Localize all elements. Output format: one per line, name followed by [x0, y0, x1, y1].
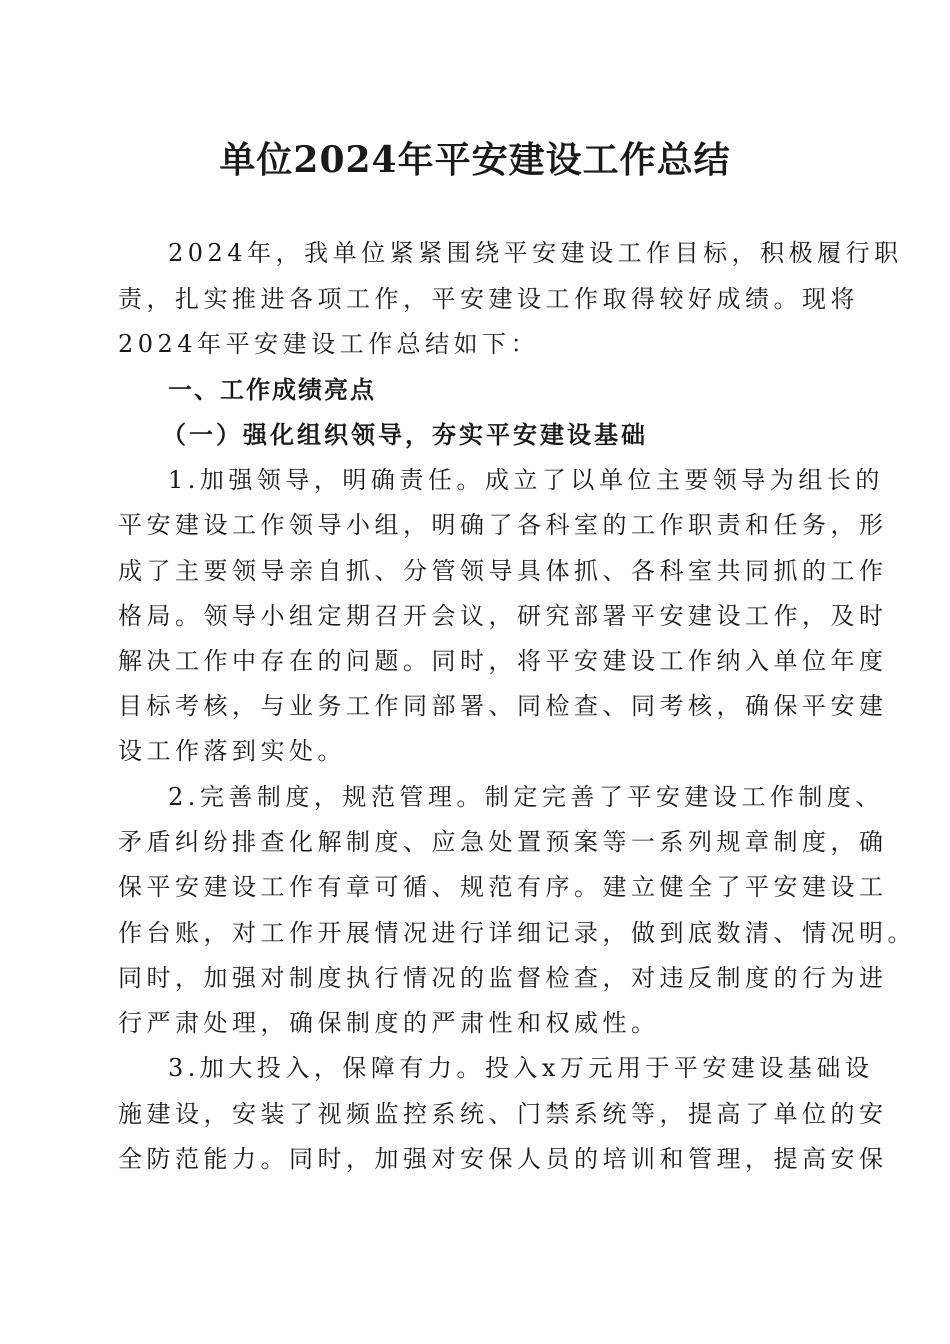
paragraph-line: 2024年，我单位紧紧围绕平安建设工作目标，积极履行职 [168, 239, 903, 267]
paragraph-line: 目标考核，与业务工作同部署、同检查、同考核，确保平安建 [118, 692, 888, 720]
paragraph-line: 3.加大投入，保障有力。投入x万元用于平安建设基础设 [168, 1054, 874, 1082]
paragraph-line: 解决工作中存在的问题。同时，将平安建设工作纳入单位年度 [118, 647, 888, 675]
paragraph-line: 平安建设工作领导小组，明确了各科室的工作职责和任务，形 [118, 511, 888, 539]
paragraph-line: 保平安建设工作有章可循、规范有序。建立健全了平安建设工 [118, 873, 888, 901]
paragraph-line: 矛盾纠纷排查化解制度、应急处置预案等一系列规章制度，确 [118, 828, 888, 856]
subsection-heading: （一）强化组织领导，夯实平安建设基础 [162, 420, 648, 449]
paragraph-line: 全防范能力。同时，加强对安保人员的培训和管理，提高安保 [118, 1145, 888, 1173]
document-title: 单位2024年平安建设工作总结 [219, 139, 731, 181]
paragraph-line: 施建设，安装了视频监控系统、门禁系统等，提高了单位的安 [118, 1100, 888, 1128]
paragraph-line: 设工作落到实处。 [118, 737, 346, 765]
paragraph-line: 2024年平安建设工作总结如下： [118, 330, 540, 358]
paragraph-line: 2.完善制度，规范管理。制定完善了平安建设工作制度、 [168, 783, 884, 811]
section-heading: 一、工作成绩亮点 [168, 376, 376, 404]
paragraph-line: 成了主要领导亲自抓、分管领导具体抓、各科室共同抓的工作 [118, 557, 888, 585]
paragraph-line: 1.加强领导，明确责任。成立了以单位主要领导为组长的 [168, 466, 884, 494]
paragraph-line: 同时，加强对制度执行情况的监督检查，对违反制度的行为进 [118, 964, 888, 992]
paragraph-line: 作台账，对工作开展情况进行详细记录，做到底数清、情况明。 [118, 919, 916, 947]
paragraph-line: 格局。领导小组定期召开会议，研究部署平安建设工作，及时 [118, 602, 888, 630]
paragraph-line: 责，扎实推进各项工作，平安建设工作取得较好成绩。现将 [118, 285, 859, 313]
paragraph-line: 行严肃处理，确保制度的严肃性和权威性。 [118, 1009, 660, 1037]
